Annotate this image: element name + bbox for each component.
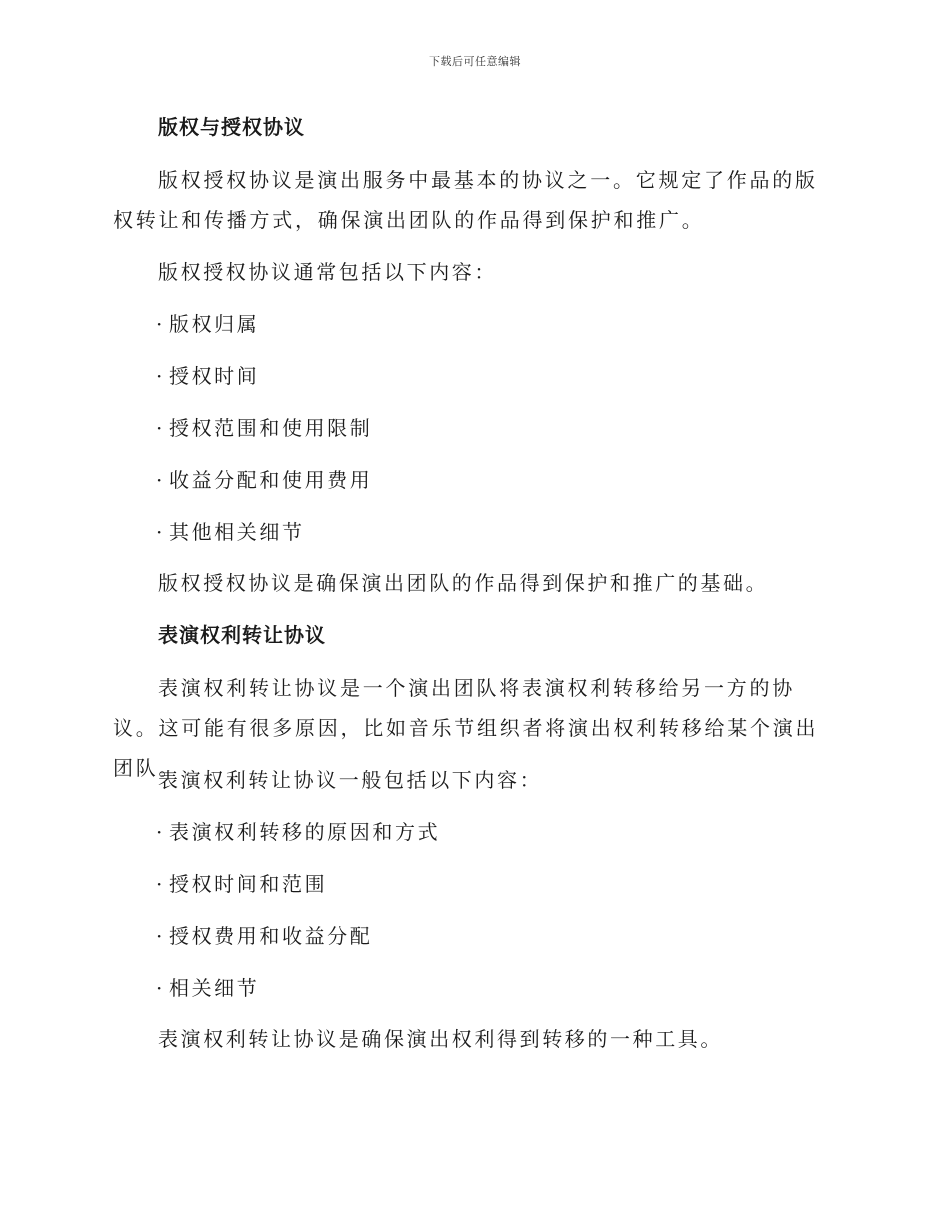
paragraph-performance-intro: 表演权利转让协议是一个演出团队将表演权利转移给另一方的协议。这可能有很多原因，比如音乐节组织者将演出权利转移给某个演出团队。	[113, 676, 819, 780]
bullet-icon: ·	[156, 416, 165, 440]
list-item-text: 版权归属	[168, 312, 260, 336]
paragraph-copyright-list-intro: 版权授权协议通常包括以下内容：	[158, 260, 497, 284]
list-item-text: 授权费用和收益分配	[168, 924, 373, 948]
bullet-icon: ·	[156, 468, 165, 492]
list-item	[156, 522, 876, 542]
bullet-icon: ·	[156, 924, 165, 948]
bullet-icon: ·	[156, 520, 165, 544]
list-item	[156, 366, 876, 386]
paragraph-copyright-intro: 版权授权协议是演出服务中最基本的协议之一。它规定了作品的版权转让和传播方式，确保演出团队的作品得到保护和推广。	[113, 168, 818, 232]
list-item	[156, 978, 876, 998]
paragraph-performance-conclusion: 表演权利转让协议是确保演出权利得到转移的一种工具。	[158, 1027, 723, 1051]
list-item-text: 授权时间	[168, 364, 260, 388]
list-item	[156, 822, 876, 842]
list-item-text: 授权时间和范围	[168, 872, 328, 896]
bullet-icon: ·	[156, 312, 165, 336]
bullet-icon: ·	[156, 976, 165, 1000]
bullet-icon: ·	[156, 820, 165, 844]
section-heading-performance-rights: 表演权利转让协议	[158, 623, 326, 647]
list-item-text: 授权范围和使用限制	[168, 416, 373, 440]
list-item	[156, 874, 876, 894]
list-item	[156, 926, 876, 946]
list-item-text: 表演权利转移的原因和方式	[168, 820, 441, 844]
paragraph-performance-list-intro: 表演权利转让协议一般包括以下内容：	[158, 768, 543, 792]
header-note: 下载后可任意编辑	[429, 55, 521, 68]
section-heading-copyright: 版权与授权协议	[158, 115, 305, 139]
bullet-icon: ·	[156, 364, 165, 388]
paragraph-copyright-conclusion: 版权授权协议是确保演出团队的作品得到保护和推广的基础。	[158, 571, 769, 595]
list-item-text: 收益分配和使用费用	[168, 468, 373, 492]
list-item-text: 其他相关细节	[168, 520, 305, 544]
bullet-icon: ·	[156, 872, 165, 896]
list-item-text: 相关细节	[168, 976, 260, 1000]
list-item	[156, 314, 876, 334]
list-item	[156, 470, 876, 490]
list-item	[156, 418, 876, 438]
